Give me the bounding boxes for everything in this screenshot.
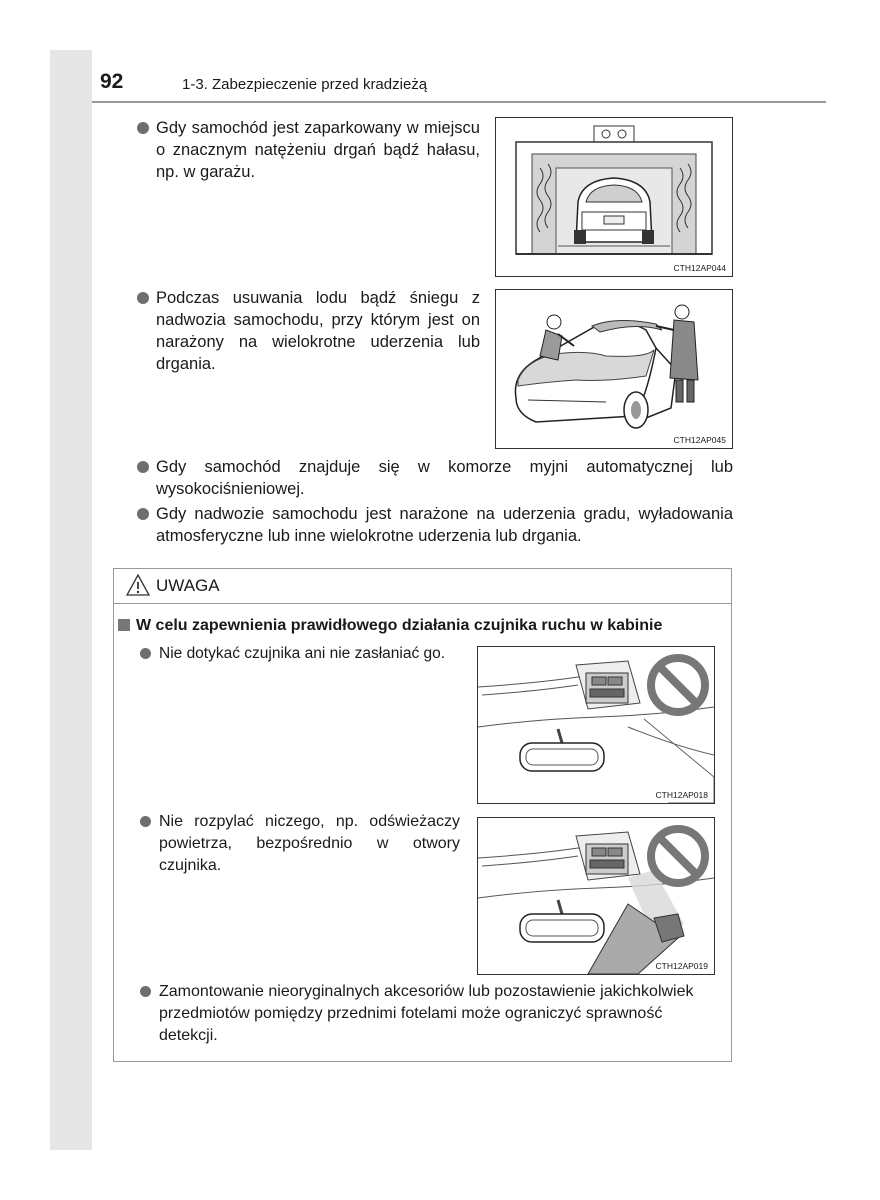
garage-illustration: [495, 117, 733, 277]
figure-code: CTH12AP044: [673, 263, 726, 273]
bullet-icon: [137, 292, 149, 304]
list-item-text: Gdy samochód jest zaparkowany w miejscu o znacznym natężeniu drgań bądź hałasu, np. w garażu.: [156, 119, 480, 181]
list-item-text: Nie rozpylać niczego, np. odświeżaczy powietrza, bezpośrednio w otwory czujnika.: [159, 813, 460, 874]
bullet-icon: [137, 508, 149, 520]
list-item: [137, 117, 480, 183]
section-title: 1-3. Zabezpieczenie przed kradzieżą: [182, 76, 428, 93]
snow-removal-illustration: [495, 289, 733, 449]
list-item-text: Nie dotykać czujnika ani nie zasłaniać go.: [159, 645, 446, 662]
header-divider: [92, 101, 826, 103]
square-bullet-icon: [118, 619, 130, 631]
bullet-icon: [140, 648, 151, 659]
page-number: 92: [100, 70, 124, 93]
list-item: [137, 287, 480, 375]
figure-code: CTH12AP045: [673, 435, 726, 445]
figure-code: CTH12AP019: [655, 961, 708, 971]
list-item-text: Gdy samochód znajduje się w komorze myjni automatycznej lub wysokociśnieniowej.: [156, 458, 733, 498]
list-item: [140, 811, 460, 877]
bullet-icon: [137, 461, 149, 473]
bullet-icon: [140, 816, 151, 827]
warning-title: UWAGA: [156, 576, 220, 595]
bullet-icon: [137, 122, 149, 134]
list-item-text: Gdy nadwozie samochodu jest narażone na uderzenia gradu, wyładowania atmosferyczne lub inne wielokrotne uderzenia lub drgania.: [156, 505, 733, 545]
figure-code: CTH12AP018: [655, 790, 708, 800]
list-item: [137, 503, 733, 547]
page-sidebar: [50, 50, 92, 1150]
list-item-text: Podczas usuwania lodu bądź śniegu z nadwozia samochodu, przy którym jest on narażony na wielokrotne uderzenia lub drgania.: [156, 289, 480, 373]
sensor-no-touch-illustration: [477, 646, 715, 804]
list-item: [140, 643, 470, 665]
warning-triangle-icon: [126, 574, 150, 596]
sensor-no-spray-illustration: [477, 817, 715, 975]
warning-subheading: W celu zapewnienia prawidłowego działania czujnika ruchu w kabinie: [118, 617, 662, 635]
warning-header: [114, 569, 731, 604]
bullet-icon: [140, 986, 151, 997]
list-item: [137, 456, 733, 500]
warning-box: [113, 568, 732, 1062]
list-item-text: Zamontowanie nieoryginalnych akcesoriów lub pozostawienie jakichkolwiek przedmiotów pomiędzy przednimi fotelami może ograniczyć sprawność detekcji.: [159, 983, 694, 1044]
list-item: [140, 981, 718, 1047]
